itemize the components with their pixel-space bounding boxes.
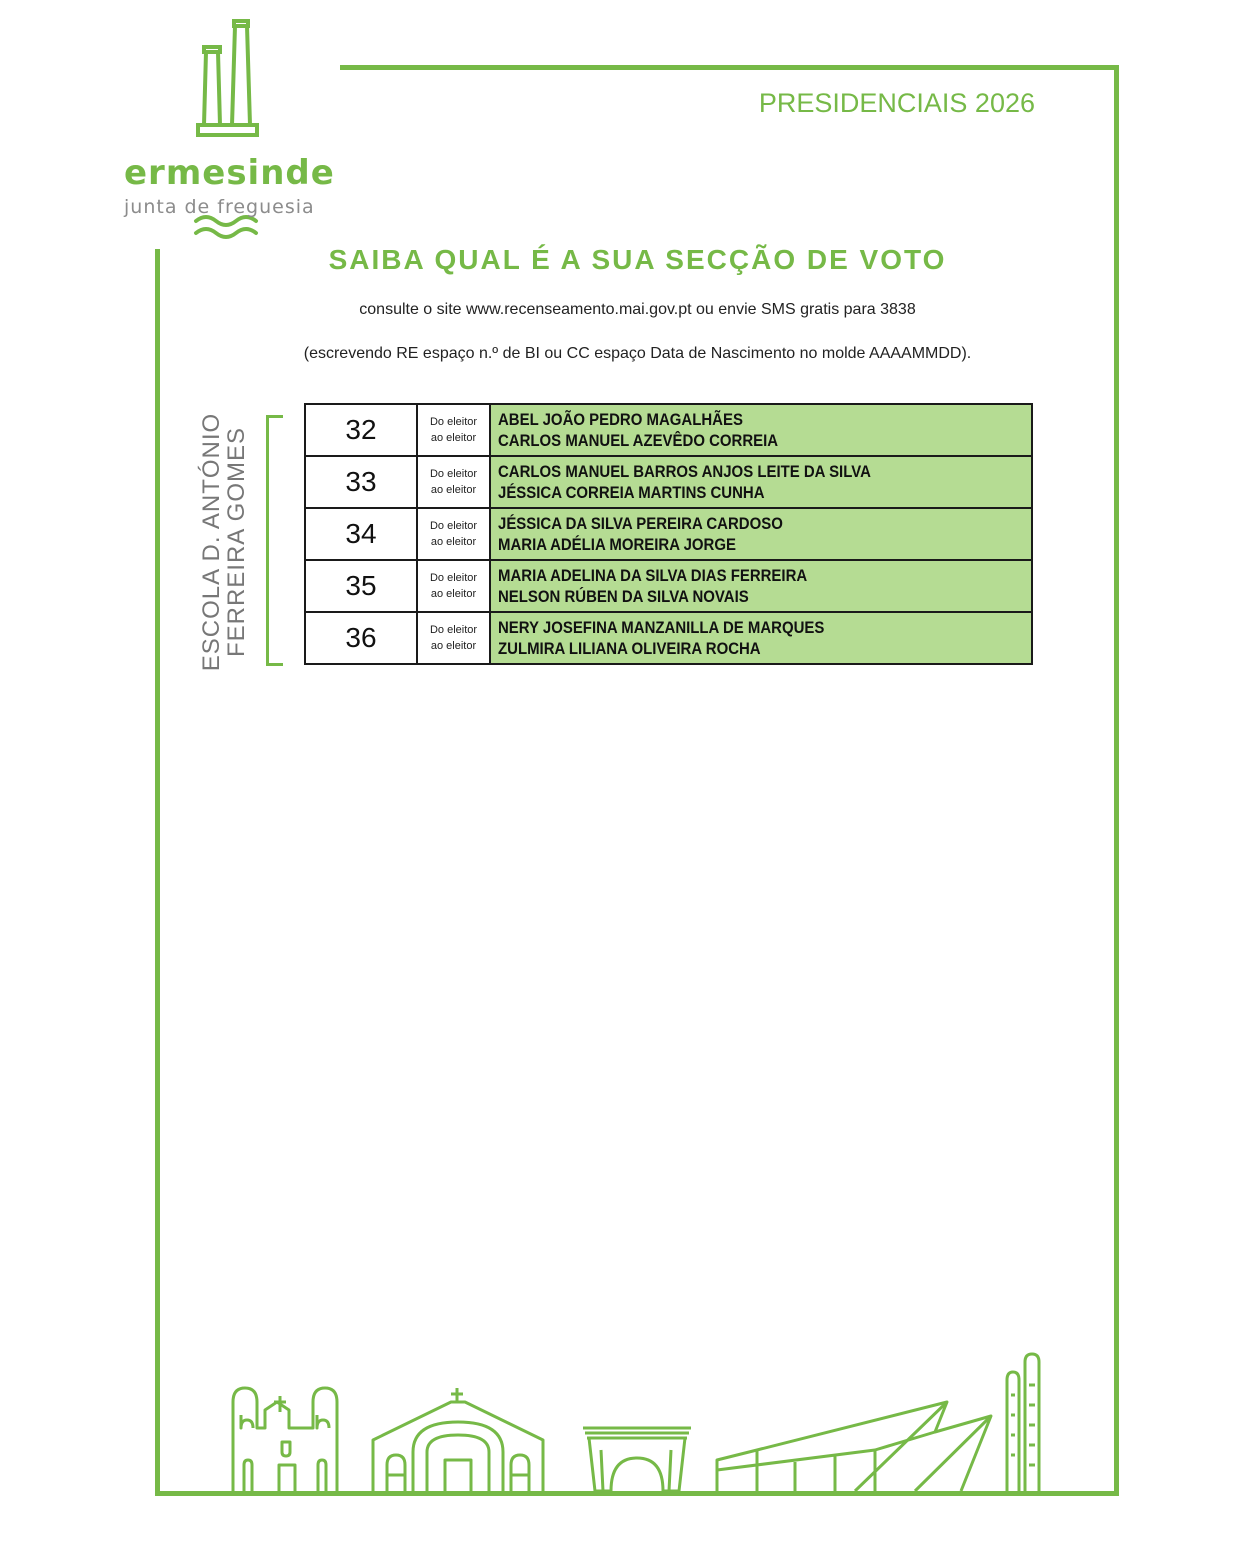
range-to-label: ao eleitor xyxy=(430,484,477,496)
frame-right-line xyxy=(1114,65,1119,1496)
table-row xyxy=(305,560,1032,612)
first-voter: NERY JOSEFINA MANZANILLA DE MARQUES xyxy=(498,618,825,637)
school-name-line1: ESCOLA D. ANTÓNIO xyxy=(198,412,225,672)
school-bracket xyxy=(266,415,283,666)
voter-range xyxy=(490,612,1032,664)
waves-icon xyxy=(196,217,256,237)
voter-range xyxy=(490,404,1032,456)
range-from-label: Do eleitor xyxy=(429,416,478,428)
first-voter: JÉSSICA DA SILVA PEREIRA CARDOSO xyxy=(498,514,783,533)
range-to-label: ao eleitor xyxy=(430,432,477,444)
last-voter: CARLOS MANUEL AZEVÊDO CORREIA xyxy=(498,431,779,450)
election-title: PRESIDENCIAIS 2026 xyxy=(758,88,1035,118)
table-row xyxy=(305,508,1032,560)
last-voter: ZULMIRA LILIANA OLIVEIRA ROCHA xyxy=(498,639,761,658)
voter-range xyxy=(490,560,1032,612)
table-row xyxy=(305,456,1032,508)
section-number: 32 xyxy=(305,404,417,456)
range-to-label: ao eleitor xyxy=(430,536,477,548)
first-voter: MARIA ADELINA DA SILVA DIAS FERREIRA xyxy=(498,566,808,585)
last-voter: NELSON RÚBEN DA SILVA NOVAIS xyxy=(498,587,749,606)
info-text-site: consulte o site www.recenseamento.mai.gov.pt ou envie SMS gratis para 3838 xyxy=(359,301,916,318)
table-row xyxy=(305,404,1032,456)
school-name-line2: FERREIRA GOMES xyxy=(223,426,250,658)
range-label xyxy=(417,612,490,664)
logo xyxy=(118,15,338,245)
voter-range xyxy=(490,508,1032,560)
chimneys-icon xyxy=(1007,1372,1019,1491)
frame-left-line xyxy=(155,249,160,1496)
bridge-icon xyxy=(583,1428,691,1438)
market-hall-icon xyxy=(373,1402,543,1491)
range-label xyxy=(417,456,490,508)
last-voter: JÉSSICA CORREIA MARTINS CUNHA xyxy=(498,483,765,502)
range-from-label: Do eleitor xyxy=(429,572,478,584)
school-label xyxy=(199,406,257,678)
page-heading: SAIBA QUAL É A SUA SECÇÃO DE VOTO xyxy=(328,244,947,275)
info-text-sms: (escrevendo RE espaço n.º de BI ou CC espaço Data de Nascimento no molde AAAAMMDD). xyxy=(303,345,972,362)
range-label xyxy=(417,560,490,612)
logo-subtitle: junta de freguesia xyxy=(124,196,315,218)
city-skyline-illustration xyxy=(155,1340,1119,1496)
range-label xyxy=(417,508,490,560)
section-number: 34 xyxy=(305,508,417,560)
range-from-label: Do eleitor xyxy=(429,624,478,636)
section-number: 36 xyxy=(305,612,417,664)
logo-name: ermesinde xyxy=(124,153,335,193)
first-voter: ABEL JOÃO PEDRO MAGALHÃES xyxy=(498,410,743,429)
last-voter: MARIA ADÉLIA MOREIRA JORGE xyxy=(498,535,736,554)
section-number: 33 xyxy=(305,456,417,508)
range-to-label: ao eleitor xyxy=(430,640,477,652)
frame-top-line xyxy=(340,65,1119,70)
table-row xyxy=(305,612,1032,664)
section-number: 35 xyxy=(305,560,417,612)
sections-table xyxy=(304,403,1033,665)
voter-range xyxy=(490,456,1032,508)
first-voter: CARLOS MANUEL BARROS ANJOS LEITE DA SILVA xyxy=(498,462,871,481)
range-from-label: Do eleitor xyxy=(429,468,478,480)
range-from-label: Do eleitor xyxy=(429,520,478,532)
range-label xyxy=(417,404,490,456)
range-to-label: ao eleitor xyxy=(430,588,477,600)
